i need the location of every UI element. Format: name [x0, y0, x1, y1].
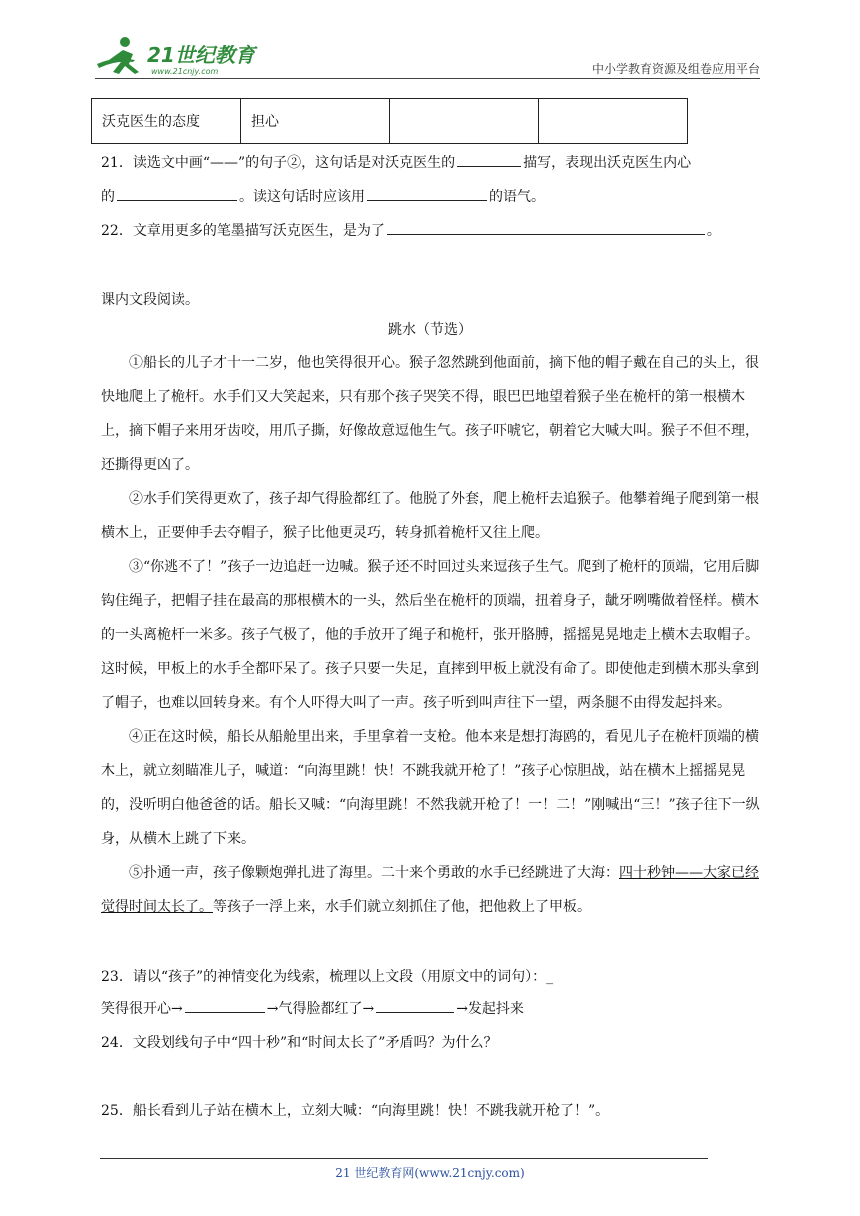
passage-title: 跳水（节选）	[388, 322, 472, 338]
answer-blank[interactable]	[185, 1011, 265, 1013]
svg-text:www.21cnjy.com: www.21cnjy.com	[151, 67, 219, 76]
table-cell-worry: 担心	[241, 99, 390, 144]
table-cell-label: 沃克医生的态度	[92, 99, 241, 144]
underlined-sentence: 四十秒钟——大家已经觉得时间太长了。	[101, 865, 759, 915]
table-row	[92, 99, 688, 144]
table-cell-blank-1[interactable]	[390, 99, 539, 144]
question-21-line2: 的 。读这句话时应该用 的语气。	[101, 189, 545, 205]
passage-paragraph-5: ⑤扑通一声，孩子像颗炮弹扎进了海里。二十来个勇敢的水手已经跳进了大海：四十秒钟——大家已经觉得时间太长了。等孩子一浮上来，水手们就立刻抓住了他，把他救上了甲板。	[101, 865, 759, 915]
question-23: 23．请以“孩子”的神情变化为线索，梳理以上文段（用原文中的词句）：_	[101, 969, 554, 985]
passage-paragraph-3: ③“你逃不了！”孩子一边追赶一边喊。猴子还不时回过头来逗孩子生气。爬到了桅杆的顶端，它用后脚钩住绳子，把帽子挂在最高的那根横木的一头，然后坐在桅杆的顶端，扭着身子，龇牙咧嘴做着怪样。横木的一头离桅杆一米多。孩子气极了，他的手放开了绳子和桅杆，张开胳膊，摇摇晃晃地走上横木去取帽子。这时候，甲板上的水手全都吓呆了。孩子只要一失足，直摔到甲板上就没有命了。即使他走到横木那头拿到了帽子，也难以回转身来。有个人吓得大叫了一声。孩子听到叫声往下一望，两条腿不由得发起抖来。	[101, 559, 760, 711]
passage-paragraph-2: ②水手们笑得更欢了，孩子却气得脸都红了。他脱了外套，爬上桅杆去追猴子。他攀着绳子爬到第一根横木上，正要伸手去夺帽子，猴子比他更灵巧，转身抓着桅杆又往上爬。	[101, 491, 759, 541]
question-21-line1: 21．读选文中画“——”的句子②，这句话是对沃克医生的 描写，表现出沃克医生内心	[101, 155, 692, 171]
answer-blank[interactable]	[117, 199, 237, 201]
answer-blank[interactable]	[367, 199, 487, 201]
answer-blank[interactable]	[376, 1011, 454, 1013]
header-platform-text: 中小学教育资源及组卷应用平台	[591, 62, 760, 76]
site-logo	[95, 34, 265, 80]
passage-paragraph-4: ④正在这时候，船长从船舱里出来，手里拿着一支枪。他本来是想打海鸥的，看见儿子在桅杆顶端的横木上，就立刻瞄准儿子，喊道：“向海里跳！快！不跳我就开枪了！”孩子心惊胆战，站在横木上摇摇晃晃的，没听明白他爸爸的话。船长又喊：“向海里跳！不然我就开枪了！一！二！”刚喊出“三！”孩子往下一纵身，从横木上跳了下来。	[101, 729, 760, 847]
question-23-chain: 笑得很开心→ →气得脸都红了→ →发起抖来	[101, 1001, 524, 1017]
question-25: 25．船长看到儿子站在横木上，立刻大喊：“向海里跳！快！不跳我就开枪了！”。	[101, 1103, 610, 1119]
table-cell-blank-2[interactable]	[539, 99, 688, 144]
passage-body	[101, 346, 763, 924]
page-header	[95, 34, 760, 84]
question-24: 24．文段划线句子中“四十秒”和“时间太长了”矛盾吗？为什么？	[101, 1035, 498, 1051]
answer-blank[interactable]	[457, 165, 521, 167]
footer-divider	[100, 1158, 708, 1159]
svg-text:21世纪教育: 21世纪教育	[147, 43, 255, 67]
answer-blank[interactable]	[387, 233, 705, 235]
section-intro: 课内文段阅读。	[101, 292, 199, 308]
passage-paragraph-1: ①船长的儿子才十一二岁，他也笑得很开心。猴子忽然跳到他面前，摘下他的帽子戴在自己的头上，很快地爬上了桅杆。水手们又大笑起来，只有那个孩子哭笑不得，眼巴巴地望着猴子坐在桅杆的第一根横木上，摘下帽子来用牙齿咬，用爪子撕，好像故意逗他生气。孩子吓唬它，朝着它大喊大叫。猴子不但不理，还撕得更凶了。	[101, 355, 759, 473]
question-22: 22．文章用更多的笔墨描写沃克医生，是为了 。	[101, 223, 721, 239]
header-divider	[95, 78, 760, 79]
footer-text: 21 世纪教育网(www.21cnjy.com)	[335, 1166, 525, 1180]
attitude-table	[91, 98, 688, 144]
